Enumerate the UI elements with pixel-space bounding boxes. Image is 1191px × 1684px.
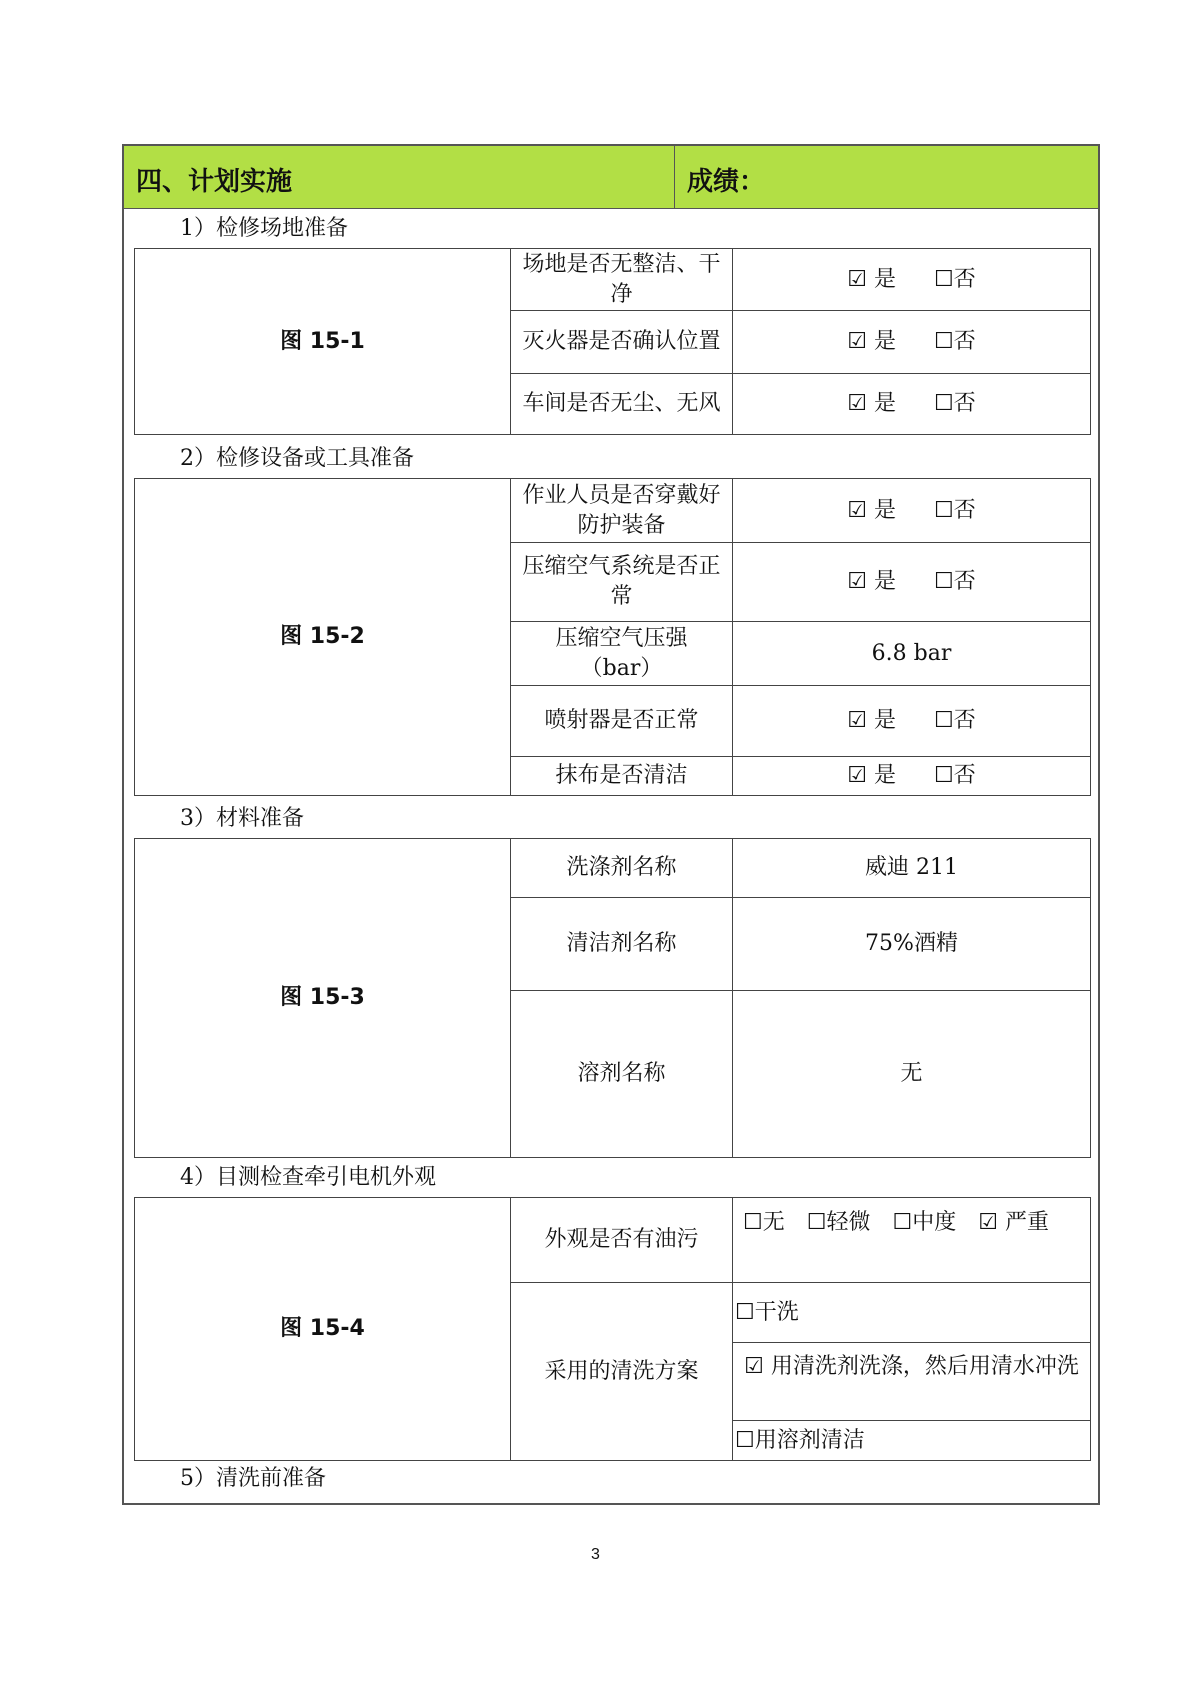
option-row <box>733 1283 1090 1342</box>
yes-no-cell <box>733 757 1090 795</box>
section-1-heading: 1）检修场地准备 <box>180 216 348 241</box>
yes-no-cell <box>733 374 1090 434</box>
yes-label: 是 <box>873 763 896 788</box>
section-2-heading: 2）检修设备或工具准备 <box>180 446 414 471</box>
question-cell: 抹布是否清洁 <box>555 763 688 788</box>
option-label: 轻微 <box>826 1210 871 1235</box>
visual-check-table <box>134 1197 1091 1461</box>
unchecked-box-icon[interactable]: ☐ <box>934 708 954 733</box>
page-number: 3 <box>591 1546 600 1563</box>
no-label: 否 <box>953 708 976 733</box>
question-cell: 清洁剂名称 <box>566 931 677 956</box>
yes-no-cell <box>733 479 1090 542</box>
no-label: 否 <box>953 329 976 354</box>
checked-box-icon[interactable]: ☑ <box>847 708 867 733</box>
score-label: 成绩： <box>687 167 766 197</box>
unchecked-box-icon[interactable]: ☐ <box>934 329 954 354</box>
checked-box-icon[interactable]: ☑ <box>847 569 867 594</box>
unchecked-box-icon[interactable]: ☐ <box>934 497 954 523</box>
equipment-prep-table <box>134 478 1091 796</box>
no-label: 否 <box>953 391 976 416</box>
unchecked-box-icon[interactable]: ☐ <box>934 763 954 788</box>
checked-box-icon[interactable]: ☑ <box>847 391 867 416</box>
unchecked-box-icon[interactable]: ☐ <box>934 569 954 594</box>
yes-label: 是 <box>873 329 896 354</box>
option-label: 用溶剂清洁 <box>754 1427 865 1453</box>
checked-box-icon[interactable]: ☑ <box>847 266 867 292</box>
no-label: 否 <box>953 569 976 594</box>
no-label: 否 <box>953 266 976 292</box>
yes-no-cell <box>733 686 1090 756</box>
yes-label: 是 <box>873 569 896 594</box>
oil-level-options <box>733 1198 1090 1282</box>
form-frame <box>122 144 1100 1505</box>
question-cell: 洗涤剂名称 <box>566 855 677 880</box>
unchecked-box-icon[interactable]: ☐ <box>892 1210 913 1235</box>
option-label: 中度 <box>912 1210 957 1235</box>
section-header <box>124 146 1098 209</box>
figure-label: 图 15-1 <box>280 328 365 354</box>
site-prep-table <box>134 248 1091 435</box>
header-divider <box>674 146 675 209</box>
checked-box-icon[interactable]: ☑ <box>744 1354 764 1379</box>
cleaner-value[interactable]: 75%酒精 <box>865 931 958 956</box>
option-label: 用清洗剂洗涤，然后用清水冲洗 <box>770 1354 1079 1379</box>
unchecked-box-icon[interactable]: ☐ <box>735 1299 755 1325</box>
question-cell: 喷射器是否正常 <box>544 708 699 733</box>
checked-box-icon[interactable]: ☑ <box>847 329 867 354</box>
no-label: 否 <box>953 763 976 788</box>
checked-box-icon[interactable]: ☑ <box>847 763 867 788</box>
yes-no-cell <box>733 543 1090 621</box>
unchecked-box-icon[interactable]: ☐ <box>934 266 954 292</box>
question-cell: 作业人员是否穿戴好防护装备 <box>522 482 721 538</box>
figure-label: 图 15-2 <box>280 624 365 649</box>
section-title: 四、计划实施 <box>136 167 293 197</box>
figure-label: 图 15-3 <box>280 985 365 1010</box>
yes-no-cell <box>733 311 1090 373</box>
question-cell: 压缩空气系统是否正常 <box>522 554 721 609</box>
question-cell: 灭火器是否确认位置 <box>522 329 721 354</box>
materials-table <box>134 838 1091 1158</box>
pressure-value[interactable]: 6.8 bar <box>871 640 952 666</box>
question-cell: 外观是否有油污 <box>544 1227 699 1252</box>
unchecked-box-icon[interactable]: ☐ <box>735 1427 755 1453</box>
solvent-value[interactable]: 无 <box>900 1061 923 1086</box>
option-label: 严重 <box>1004 1210 1049 1235</box>
yes-label: 是 <box>873 708 896 733</box>
figure-label: 图 15-4 <box>280 1316 365 1341</box>
yes-no-cell <box>733 249 1090 310</box>
yes-label: 是 <box>873 391 896 416</box>
yes-label: 是 <box>873 497 896 523</box>
checked-box-icon[interactable]: ☑ <box>978 1210 998 1235</box>
question-cell: 场地是否无整洁、干净 <box>522 251 721 307</box>
option-label: 干洗 <box>754 1299 799 1325</box>
yes-label: 是 <box>873 266 896 292</box>
option-row <box>733 1343 1090 1420</box>
option-row <box>733 1421 1090 1460</box>
unchecked-box-icon[interactable]: ☐ <box>806 1210 827 1235</box>
question-cell: 车间是否无尘、无风 <box>522 391 721 416</box>
question-cell: 溶剂名称 <box>577 1061 666 1086</box>
detergent-value[interactable]: 威迪 211 <box>865 855 958 880</box>
section-3-heading: 3）材料准备 <box>180 806 304 831</box>
question-cell: 压缩空气压强（bar） <box>555 625 688 681</box>
section-4-heading: 4）目测检查牵引电机外观 <box>180 1165 436 1190</box>
no-label: 否 <box>953 497 976 523</box>
checked-box-icon[interactable]: ☑ <box>847 497 867 523</box>
option-label: 无 <box>762 1210 785 1235</box>
unchecked-box-icon[interactable]: ☐ <box>743 1210 763 1235</box>
question-cell: 采用的清洗方案 <box>544 1358 699 1384</box>
unchecked-box-icon[interactable]: ☐ <box>934 391 954 416</box>
section-5-heading: 5）清洗前准备 <box>180 1466 326 1491</box>
